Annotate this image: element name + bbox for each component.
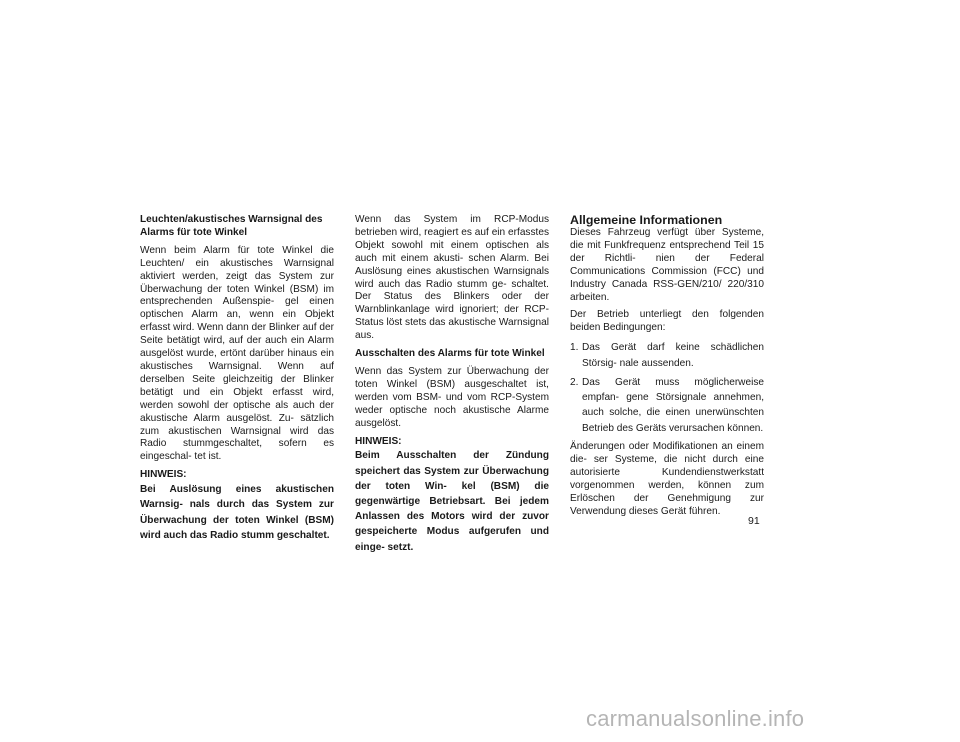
list-item-text: Das Gerät darf keine schädlichen Störsig- nale aussenden. (582, 342, 764, 369)
body-paragraph: Änderungen oder Modifikationen an einem die- ser Systeme, die nicht durch eine autorisierte Kundendienstwerkstatt vorgenommen werden, können zum Erlöschen der Genehmigung zur Verwendung dieses Gerät führen. (570, 441, 764, 517)
note-label: HINWEIS: (355, 435, 402, 447)
body-paragraph: Wenn das System zur Überwachung der toten Winkel (BSM) ausgeschaltet ist, werden vom BSM- und vom RCP-System weder optische noch akustische Alarme ausgelöst. (355, 365, 549, 429)
body-paragraph: Dieses Fahrzeug verfügt über Systeme, die mit Funkfrequenz entsprechend Teil 15 der Richtli- nien der Federal Communications Commission (FCC) und Industry Canada RSS-GEN/210/ 220/310 arbeiten. (570, 227, 764, 303)
list-item (570, 340, 764, 371)
body-paragraph: Wenn beim Alarm für tote Winkel die Leuchten/ ein akustisches Warnsignal aktiviert werden, zeigt das System zur Überwachung der toten Winkel (BSM) im entsprechenden Außenspie- gel einen optischen Alarm an, wenn ein Objekt erfasst wird. Wenn dann der Blinker auf der Seite betätigt wird, auf der auch ein Alarm ausgelöst wurde, ertönt darüber hinaus ein akustisches Warnsignal. Wenn auf derselben Seite gleichzeitig der Blinker betätigt und ein Objekt erfasst wird, werden sowohl der optische als auch der akustische Alarm ausgelöst. Zu- sätzlich zum akustischen Warnsignal wird das Radio stummgeschaltet, sofern es eingeschal- tet ist. (140, 244, 334, 463)
list-item-text: Das Gerät muss möglicherweise empfan- gene Störsignale annehmen, auch solche, die einen unerwünschten Betrieb des Geräts verursachen können. (582, 376, 764, 434)
section-heading-blind-spot-alarm: Leuchten/akustisches Warnsignal des Alarms für tote Winkel (140, 214, 323, 238)
list-item-number: 2. (570, 376, 579, 388)
list-item-number: 1. (570, 342, 579, 354)
page-number: 91 (748, 515, 760, 527)
section-heading-general-info: Allgemeine Informationen (570, 213, 723, 227)
column-middle (355, 214, 549, 560)
section-heading-switch-off: Ausschalten des Alarms für tote Winkel (355, 348, 545, 360)
note-text: Beim Ausschalten der Zündung speichert das System zur Überwachung der toten Win- kel (BSM) die gegenwärtige Betriebsart. Bei jedem Anlassen des Motors wird der zuvor gespeicherte Modus aufgerufen und einge- setzt. (355, 450, 549, 553)
column-left (140, 214, 334, 548)
body-paragraph: Wenn das System im RCP-Modus betrieben wird, reagiert es auf ein erfasstes Objekt sowohl mit einem optischen als auch mit einem akusti- schen Alarm. Bei Auslösung eines akustischen Warnsignals wird auch das Radio stumm ge- schaltet. Der Status des Blinkers oder der Warnblinkanlage wird ignoriert; der RCP-Status löst stets das akustische Warnsignal aus. (355, 214, 549, 342)
note-label: HINWEIS: (140, 469, 187, 481)
conditions-list (570, 340, 764, 436)
watermark: carmanualsonline.info (586, 706, 805, 731)
list-item (570, 375, 764, 436)
body-paragraph: Der Betrieb unterliegt den folgenden beiden Bedingungen: (570, 309, 764, 334)
note-text: Bei Auslösung eines akustischen Warnsig- nals durch das System zur Überwachung der toten Winkel (BSM) wird auch das Radio stumm geschaltet. (140, 484, 334, 541)
column-right (570, 214, 764, 523)
